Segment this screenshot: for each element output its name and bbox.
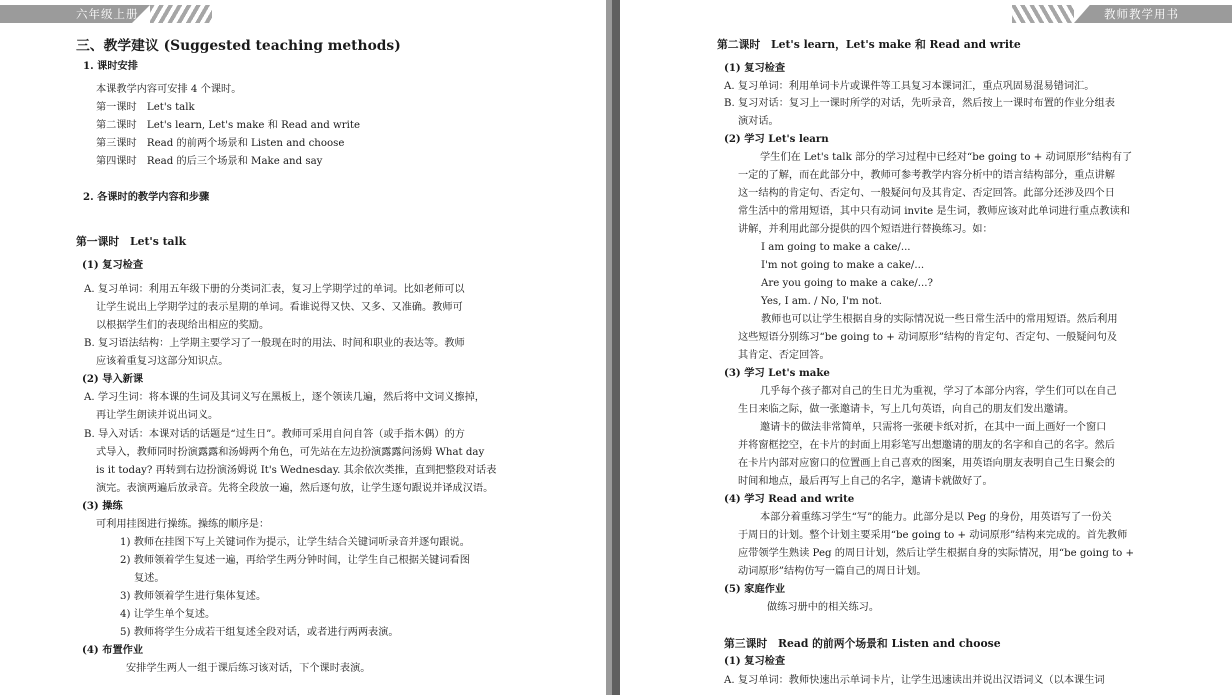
left-text-line: 1. 课时安排 (83, 60, 138, 72)
right-text-line: 生日来临之际，做一张邀请卡，写上几句英语，向自己的朋友们发出邀请。 (738, 404, 1075, 415)
teacher-book-label: 教师教学用书 (1104, 7, 1179, 21)
right-text-line: 教师也可以让学生根据自身的实际情况说一些日常生活中的常用短语。然后利用 (761, 314, 1118, 325)
left-text-line: 式导入，教师同时扮演露露和汤姆两个角色，可先站在左边扮演露露问汤姆 What day (96, 447, 485, 458)
page-gutter-spine (612, 0, 620, 695)
left-text-line: (3) 操练 (82, 500, 123, 512)
left-text-line: 可利用挂图进行操练。操练的顺序是： (96, 519, 270, 530)
right-text-line: 一定的了解，而在此部分中，教师可参考教学内容分析中的语言结构部分，重点讲解 (738, 170, 1115, 181)
left-text-line: (4) 布置作业 (82, 644, 144, 656)
right-text-line: 应带领学生熟读 Peg 的周日计划，然后让学生根据自身的实际情况，用“be going to + (738, 548, 1135, 559)
right-text-line: 在卡片内部对应窗口的位置画上自己喜欢的图案，用英语向朋友表明自己生日聚会的 (738, 458, 1115, 469)
left-text-line: 再让学生朗读并说出词义。 (96, 410, 219, 421)
left-text-line: 3) 教师领着学生进行集体复述。 (120, 591, 267, 602)
right-text-line: 第三课时 Read 的前两个场景和 Listen and choose (724, 637, 1001, 650)
left-text-line: 1) 教师在挂图下写上关键词作为提示，让学生结合关键词听录音并逐句跟说。 (120, 537, 470, 548)
right-text-line: Yes, I am. / No, I'm not. (761, 296, 882, 307)
right-text-line: 这一结构的肯定句、否定句、一般疑问句及其肯定、否定回答。此部分还涉及四个日 (738, 188, 1115, 199)
right-text-line: 演对话。 (738, 116, 779, 127)
right-text-line: 第二课时 Let's learn，Let's make 和 Read and write (717, 38, 1021, 51)
right-text-line: 本部分着重练习学生“写”的能力。此部分是以 Peg 的身份，用英语写了一份关 (760, 512, 1112, 523)
right-header-band (1012, 5, 1232, 23)
right-text-line: 于周日的计划。整个计划主要采用“be going to + 动词原形”结构来完成的。首先教师 (738, 530, 1128, 541)
right-text-line: (5) 家庭作业 (724, 583, 786, 595)
right-text-line: A. 复习单词：利用单词卡片或课件等工具复习本课词汇，重点巩固易混易错词汇。 (724, 81, 1095, 92)
left-text-line: 5) 教师将学生分成若干组复述全段对话，或者进行两两表演。 (120, 627, 399, 638)
left-text-line: A. 复习单词：利用五年级下册的分类词汇表，复习上学期学过的单词。比如老师可以 (84, 284, 465, 295)
grade-label: 六年级上册 (76, 7, 139, 21)
left-text-line: 演完。表演两遍后放录音。先将全段放一遍，然后逐句放，让学生逐句跟说并译成汉语。 (96, 483, 494, 494)
right-text-line: 时间和地点，最后再写上自己的名字，邀请卡就做好了。 (738, 476, 993, 487)
left-text-line: 2. 各课时的教学内容和步骤 (83, 191, 210, 203)
right-text-line: (2) 学习 Let's learn (724, 133, 829, 145)
left-text-line: 让学生说出上学期学过的表示星期的单词。看谁说得又快、又多、又准确。教师可 (96, 302, 463, 313)
left-header-band (0, 5, 220, 23)
right-text-line: 邀请卡的做法非常简单，只需将一张硬卡纸对折，在其中一面上画好一个窗口 (760, 422, 1107, 433)
left-text-line: 第一课时 Let's talk (76, 235, 187, 248)
left-page (0, 0, 606, 695)
left-text-line: A. 学习生词：将本课的生词及其词义写在黑板上，逐个领读几遍，然后将中文词义擦掉， (84, 392, 485, 403)
right-page (620, 0, 1232, 695)
left-text-line: 2) 教师领着学生复述一遍，再给学生两分钟时间，让学生自己根据关键词看图 (120, 555, 470, 566)
right-text-line: 讲解，并利用此部分提供的四个短语进行替换练习。如： (738, 224, 993, 235)
right-text-line: 并将窗框挖空，在卡片的封面上用彩笔写出想邀请的朋友的名字和自己的名字。然后 (738, 440, 1115, 451)
right-text-line: B. 复习对话：复习上一课时所学的对话，先听录音，然后按上一课时布置的作业分组表 (724, 98, 1115, 109)
right-text-line: 常生活中的常用短语，其中只有动词 invite 是生词，教师应该对此单词进行重点教读和 (738, 206, 1130, 217)
left-text-line: 三、教学建议 (Suggested teaching methods) (76, 38, 401, 54)
left-text-line: 以根据学生们的表现给出相应的奖励。 (96, 320, 270, 331)
right-text-line: (1) 复习检查 (724, 655, 786, 667)
right-text-line: 学生们在 Let's talk 部分的学习过程中已经对“be going to + 动词原形”结构有了 (760, 152, 1133, 163)
left-text-line: 第三课时 Read 的前两个场景和 Listen and choose (96, 138, 345, 149)
right-text-line: 这些短语分别练习“be going to + 动词原形”结构的肯定句、否定句、一般疑问句及 (738, 332, 1118, 343)
left-text-line: (1) 复习检查 (82, 259, 144, 271)
right-text-line: 几乎每个孩子都对自己的生日尤为重视，学习了本部分内容，学生们可以在自己 (760, 386, 1117, 397)
right-text-line: (3) 学习 Let's make (724, 367, 830, 379)
right-text-line: 动词原形”结构仿写一篇自己的周日计划。 (738, 566, 927, 577)
right-text-line: 做练习册中的相关练习。 (767, 602, 880, 613)
left-text-line: 第二课时 Let's learn, Let's make 和 Read and write (96, 120, 361, 131)
left-text-line: 第四课时 Read 的后三个场景和 Make and say (96, 156, 323, 167)
left-text-line: B. 复习语法结构：上学期主要学习了一般现在时的用法、时间和职业的表达等。教师 (84, 338, 465, 349)
left-text-line: 第一课时 Let's talk (96, 102, 195, 113)
left-text-line: B. 导入对话：本课对话的话题是“过生日”。教师可采用自问自答（或手指木偶）的方 (84, 429, 465, 440)
right-text-line: 其肯定、否定回答。 (738, 350, 830, 361)
right-text-line: (4) 学习 Read and write (724, 493, 855, 505)
left-text-line: 安排学生两人一组于课后练习该对话，下个课时表演。 (126, 663, 371, 674)
right-text-line: (1) 复习检查 (724, 62, 786, 74)
left-text-line: 应该着重复习这部分知识点。 (96, 356, 229, 367)
left-text-line: 复述。 (134, 573, 165, 584)
left-text-line: is it today? 再转到右边扮演汤姆说 It's Wednesday. 其余依次类推，直到把整段对话表 (96, 465, 497, 476)
left-text-line: (2) 导入新课 (82, 373, 144, 385)
right-text-line: I'm not going to make a cake/... (761, 260, 925, 271)
left-text-line: 4) 让学生单个复述。 (120, 609, 216, 620)
left-text-line: 本课教学内容可安排 4 个课时。 (96, 84, 242, 95)
right-text-line: A. 复习单词：教师快速出示单词卡片，让学生迅速读出并说出汉语词义（以本课生词 (724, 675, 1105, 686)
right-text-line: I am going to make a cake/... (761, 242, 911, 253)
right-text-line: Are you going to make a cake/...? (761, 278, 933, 289)
